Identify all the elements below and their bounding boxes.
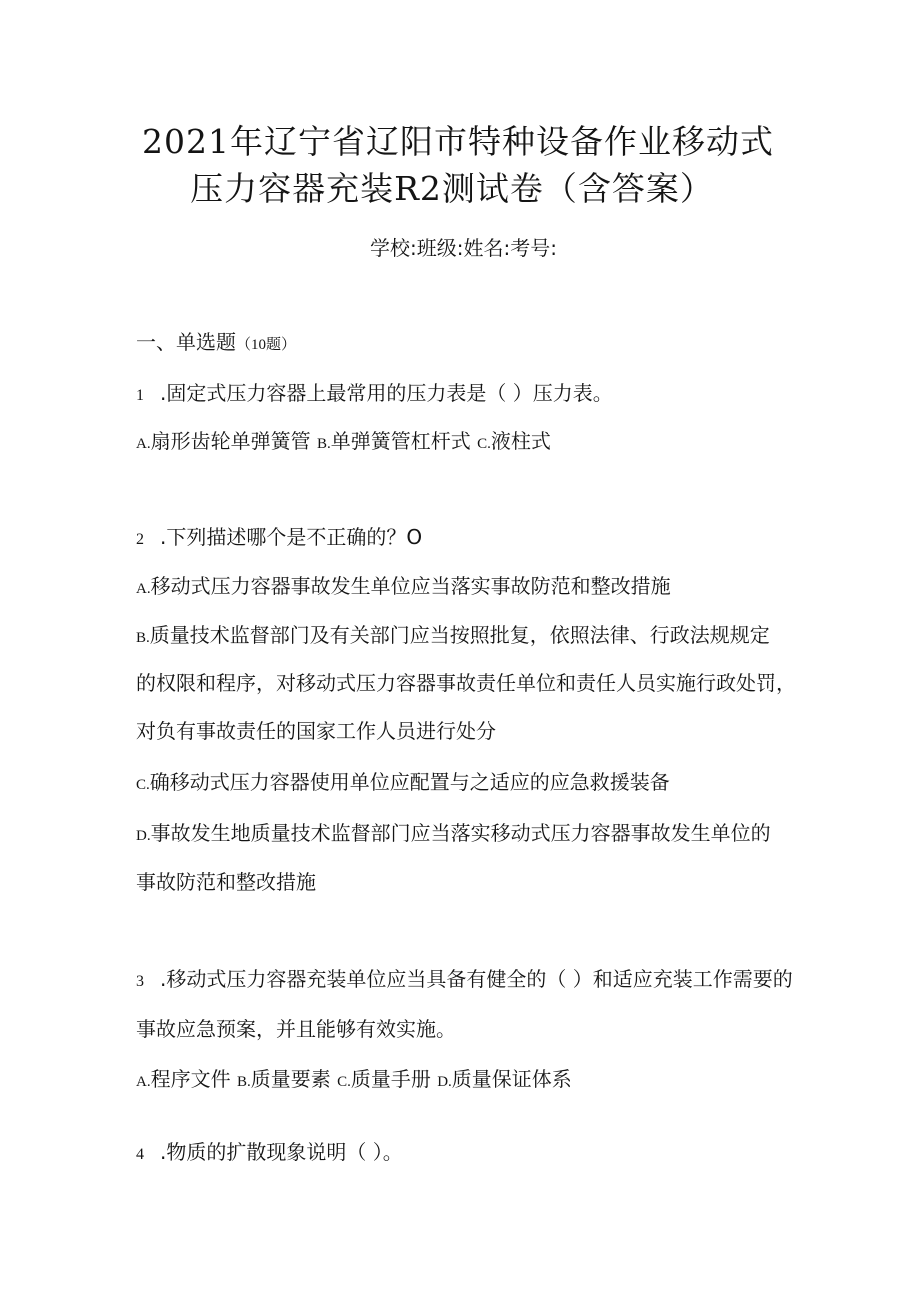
- question-2-option-b-line-3: 对负有事故责任的国家工作人员进行处分: [136, 719, 496, 743]
- section-heading: [136, 326, 296, 355]
- option-letter: C.: [337, 1074, 351, 1090]
- option-letter: A.: [136, 436, 151, 452]
- option-letter: A.: [136, 581, 151, 597]
- section-heading-count: （10题）: [236, 337, 297, 353]
- option-text: 液柱式: [490, 429, 551, 453]
- exam-title-line-2: 压力容器充装R2测试卷（含答案）: [190, 169, 714, 208]
- option-text: 事故发生地质量技术监督部门应当落实移动式压力容器事故发生单位的: [150, 821, 771, 845]
- exam-title-line-1: 2021年辽宁省辽阳市特种设备作业移动式: [142, 122, 774, 161]
- question-text: .固定式压力容器上最常用的压力表是（ ）压力表。: [160, 381, 613, 405]
- question-number: 4: [136, 1146, 144, 1163]
- option-letter: D.: [437, 1074, 452, 1090]
- option-text: 质量要素: [250, 1067, 331, 1091]
- option-letter: B.: [316, 436, 331, 452]
- question-text: .物质的扩散现象说明（ ）。: [160, 1140, 403, 1164]
- question-1-options: [136, 425, 551, 454]
- question-2-option-d-line-2: 事故防范和整改措施: [136, 870, 316, 894]
- option-text: 单弹簧管杠杆式: [330, 429, 471, 453]
- question-2-option-b-line-2: 的权限和程序，对移动式压力容器事故责任单位和责任人员实施行政处罚，: [136, 671, 796, 695]
- option-text: 扇形齿轮单弹簧管: [150, 429, 311, 453]
- option-text: 确移动式压力容器使用单位应配置与之适应的应急救援装备: [149, 770, 670, 794]
- question-number: 1: [136, 387, 144, 404]
- question-number: 2: [136, 531, 144, 548]
- question-2-stem: [136, 521, 422, 550]
- student-info-line: 学校:班级:姓名:考号:: [370, 236, 557, 260]
- option-letter: D.: [136, 828, 151, 844]
- question-3-options: [136, 1063, 572, 1092]
- option-text: 质量保证体系: [451, 1067, 572, 1091]
- question-2-option-a: [136, 570, 671, 599]
- option-letter: C.: [477, 436, 491, 452]
- question-2-option-c: [136, 766, 670, 795]
- question-1-stem: [136, 377, 613, 406]
- question-3-stem-line-2: 事故应急预案，并且能够有效实施。: [136, 1017, 456, 1041]
- option-text: 质量技术监督部门及有关部门应当按照批复，依照法律、行政法规规定: [149, 623, 770, 647]
- option-text: 移动式压力容器事故发生单位应当落实事故防范和整改措施: [150, 574, 671, 598]
- question-4-stem: [136, 1136, 403, 1165]
- option-text: 程序文件: [150, 1067, 231, 1091]
- question-2-option-b: [136, 619, 770, 648]
- question-2-option-d: [136, 817, 771, 846]
- option-letter: A.: [136, 1074, 151, 1090]
- question-text: .下列描述哪个是不正确的？O: [160, 525, 423, 549]
- option-text: 质量手册: [350, 1067, 431, 1091]
- option-letter: B.: [236, 1074, 251, 1090]
- question-text: .移动式压力容器充装单位应当具备有健全的（ ）和适应充装工作需要的: [160, 967, 793, 991]
- question-3-stem: [136, 963, 793, 992]
- option-letter: B.: [136, 630, 150, 646]
- option-letter: C.: [136, 777, 150, 793]
- question-number: 3: [136, 973, 144, 990]
- section-heading-prefix: 一、单选题: [136, 330, 236, 354]
